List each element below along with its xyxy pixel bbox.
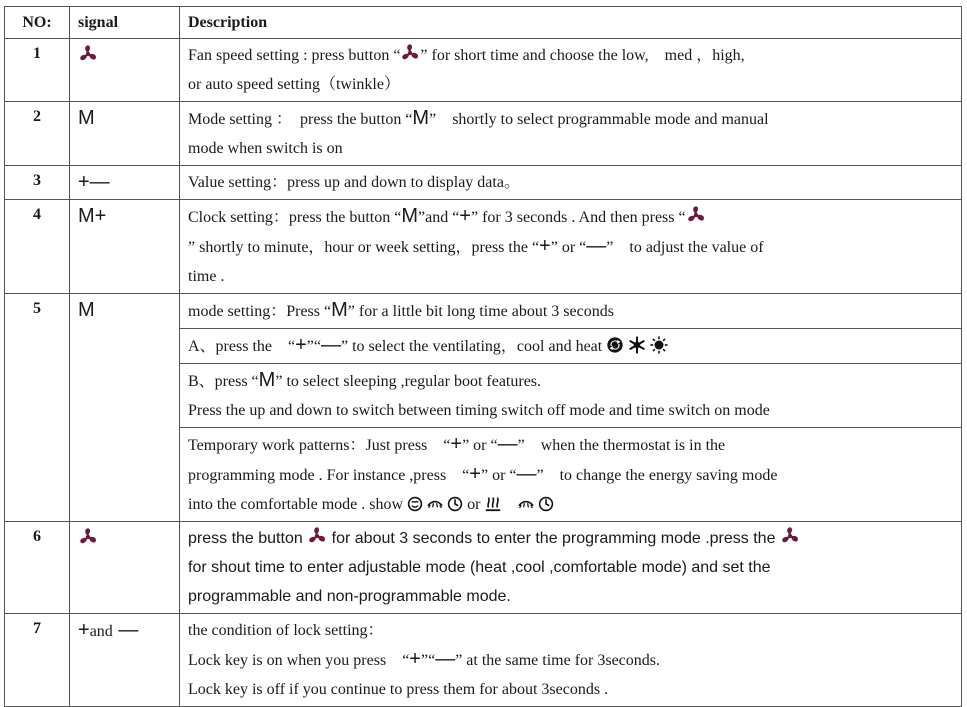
desc-text: programming mode . For instance ,press “ [188,467,470,484]
fan-icon [400,43,420,63]
plus-symbol: + [78,619,90,641]
minus-symbol: — [497,433,518,455]
heat-icon [484,494,502,512]
row-signal [70,522,180,614]
row-description [180,364,962,428]
row-description [180,102,962,166]
desc-text: Fan speed setting : press button “ [188,47,401,64]
table-row [5,522,962,614]
mode-symbol: M [401,205,418,227]
desc-text: for shout time to enter adjustable mode (heat ,cool ,comfortable mode) and set the [188,559,771,576]
desc-text: Value setting：press up and down to display data。 [188,174,520,191]
desc-text: ” or “ [462,437,498,454]
table-row [5,39,962,102]
header-row [5,7,962,39]
row-description [180,329,962,364]
desc-text: or auto speed setting（twinkle） [188,76,400,93]
desc-text: B、press “ [188,373,259,390]
sun-icon [650,336,668,354]
table-row [5,166,962,200]
fan-icon [78,44,98,64]
spec-table [4,6,962,707]
desc-text: ” to select sleeping ,regular boot features. [275,373,542,390]
row-signal: +— [70,166,180,200]
row-signal [70,614,180,707]
eye-icon [427,496,443,512]
desc-text: ” shortly to select programmable mode and manual [429,111,769,128]
mode-symbol: M [258,369,276,391]
desc-text: A、press the “ [188,338,296,355]
sleep-icon [407,496,423,512]
table-row [5,294,962,329]
row-description [180,294,962,329]
plus-symbol: + [450,433,463,455]
desc-text: ” shortly to minute，hour or week setting，press the “ [188,239,540,256]
recycle-icon [606,336,624,354]
row-number: 3 [5,166,70,200]
row-number: 6 [5,522,70,614]
row-description [180,39,962,102]
plus-symbol: + [409,648,421,670]
desc-text: or [467,496,481,513]
minus-symbol: — [118,619,139,641]
desc-text: Lock key is off if you continue to press them for about 3seconds . [188,681,609,698]
desc-text: ” to change the energy saving mode [536,467,778,484]
desc-text: ” or “ [550,239,587,256]
row-description [180,200,962,294]
desc-text: ” or “ [480,467,517,484]
plus-symbol: + [539,235,551,257]
table-row [5,614,962,707]
fan-icon [307,526,327,546]
desc-text: time . [188,268,225,285]
signal-and-text: and [89,623,113,640]
desc-text: the condition of lock setting： [188,622,384,639]
row-number: 2 [5,102,70,166]
desc-text: ”and “ [417,209,460,226]
plus-symbol: + [469,463,481,485]
desc-text: ” to adjust the value of [606,239,764,256]
desc-text: ” when the thermostat is in the [517,437,726,454]
row-signal: M [70,294,180,522]
plus-symbol: + [459,205,471,227]
row-description [180,166,962,200]
header-no: NO: [5,7,70,39]
mode-symbol: M [331,299,348,321]
plus-symbol: + [295,334,307,356]
desc-text: ” for short time and choose the low, med ，high, [420,47,745,64]
minus-symbol: — [586,235,607,257]
fan-icon [780,526,800,546]
row-number: 7 [5,614,70,707]
eye-icon [518,496,534,512]
row-description [180,614,962,707]
fan-icon [78,527,98,547]
row-description [180,522,962,614]
mode-symbol: M [412,107,430,129]
row-description [180,428,962,522]
desc-text: for about 3 seconds to enter the programming mode .press the [331,530,776,547]
fan-icon [686,205,706,225]
row-signal [70,39,180,102]
minus-symbol: — [516,463,537,485]
clock-icon [447,496,463,512]
minus-symbol: — [320,334,341,356]
header-signal: signal [70,7,180,39]
desc-text: Mode setting ： press the button “ [188,111,413,128]
desc-text: programmable and non-programmable mode. [188,588,511,605]
desc-text: ” for 3 seconds . And then press “ [470,209,686,226]
row-number: 4 [5,200,70,294]
desc-text: mode when switch is on [188,140,343,157]
row-signal: M [70,102,180,166]
desc-text: ” to select the ventilating，cool and heat [340,338,603,355]
desc-text: ”“ [420,652,436,669]
desc-text: press the button [188,530,303,547]
desc-text: ”“ [306,338,321,355]
desc-text: Press the up and down to switch between timing switch off mode and time switch on mode [188,402,770,419]
desc-text: Lock key is on when you press “ [188,652,410,669]
desc-text: Clock setting：press the button “ [188,209,402,226]
clock-icon [538,496,554,512]
header-description: Description [180,7,962,39]
desc-text: Temporary work patterns：Just press “ [188,437,451,454]
row-number: 5 [5,294,70,522]
row-signal: M+ [70,200,180,294]
table-row [5,200,962,294]
desc-text: mode setting：Press “ [188,303,332,320]
desc-text: ” at the same time for 3seconds. [455,652,661,669]
table-row [5,102,962,166]
minus-symbol: — [435,648,456,670]
desc-text: ” for a little bit long time about 3 seconds [347,303,614,320]
snowflake-icon [628,336,646,354]
desc-text: into the comfortable mode . show [188,496,404,513]
row-number: 1 [5,39,70,102]
